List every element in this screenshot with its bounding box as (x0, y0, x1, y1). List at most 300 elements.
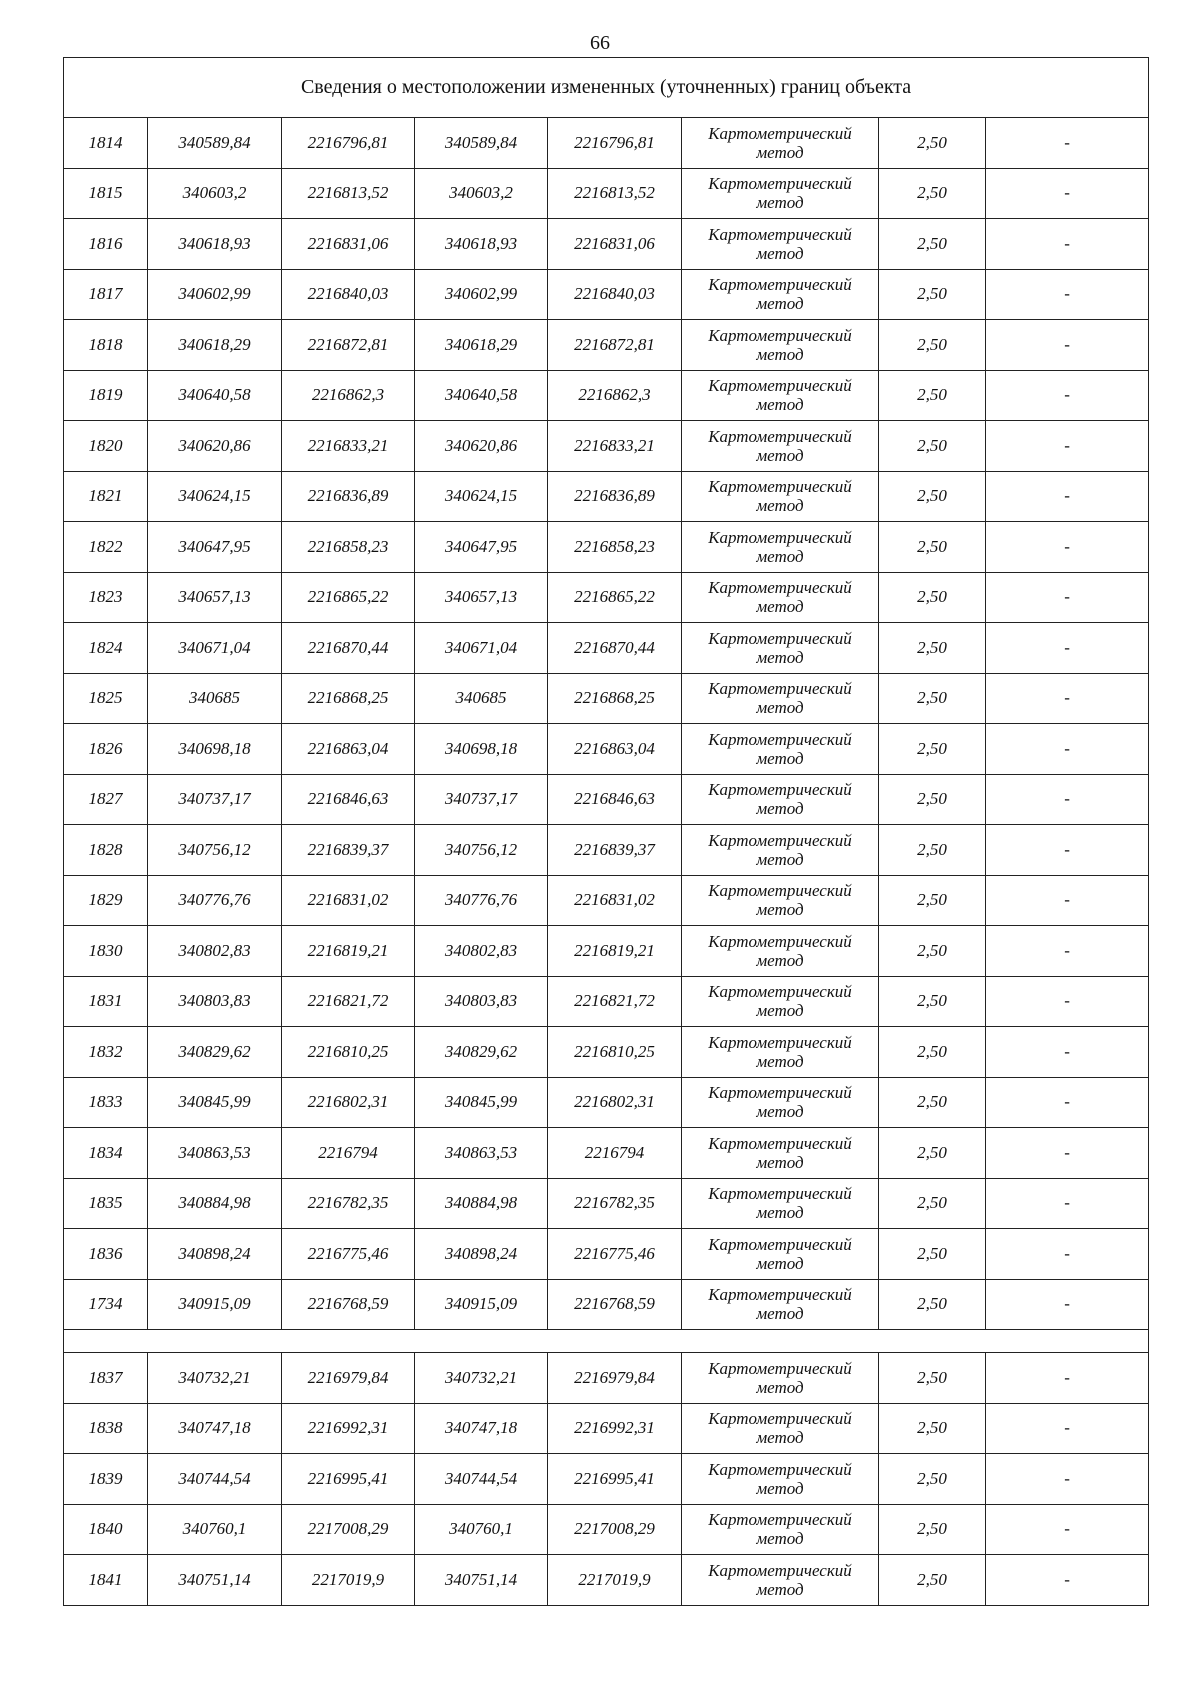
existing-y-cell: 2216802,31 (282, 1077, 415, 1128)
method-line: Картометрический (708, 1083, 852, 1103)
accuracy-cell: 2,50 (879, 1027, 986, 1078)
refined-x-cell: 340657,13 (415, 572, 548, 623)
refined-y-cell: 2216831,02 (548, 875, 682, 926)
note-cell: - (986, 976, 1149, 1027)
refined-x-cell: 340647,95 (415, 522, 548, 573)
table-row (64, 623, 1149, 674)
refined-x-cell: 340698,18 (415, 724, 548, 775)
accuracy-cell: 2,50 (879, 1178, 986, 1229)
point-number-cell: 1821 (64, 471, 148, 522)
existing-y-cell: 2216831,02 (282, 875, 415, 926)
existing-y-cell: 2216821,72 (282, 976, 415, 1027)
method-line: Картометрический (708, 628, 852, 648)
table-row (64, 1128, 1149, 1179)
existing-y-cell: 2216992,31 (282, 1403, 415, 1454)
accuracy-cell: 2,50 (879, 1454, 986, 1505)
method-line: метод (756, 243, 804, 263)
method-line: Картометрический (708, 224, 852, 244)
point-number-cell: 1830 (64, 926, 148, 977)
method-line: метод (756, 1428, 804, 1448)
existing-y-cell: 2216794 (282, 1128, 415, 1179)
note-cell: - (986, 926, 1149, 977)
accuracy-cell: 2,50 (879, 1229, 986, 1280)
method-line: Картометрический (708, 123, 852, 143)
method-line: Картометрический (708, 780, 852, 800)
refined-x-cell: 340884,98 (415, 1178, 548, 1229)
existing-y-cell: 2216819,21 (282, 926, 415, 977)
method-line: метод (756, 1377, 804, 1397)
method-cell (682, 673, 879, 724)
existing-x-cell: 340647,95 (148, 522, 282, 573)
refined-x-cell: 340776,76 (415, 875, 548, 926)
method-line: метод (756, 1529, 804, 1549)
refined-x-cell: 340624,15 (415, 471, 548, 522)
refined-y-cell: 2216819,21 (548, 926, 682, 977)
method-cell (682, 724, 879, 775)
point-number-cell: 1825 (64, 673, 148, 724)
point-number-cell: 1841 (64, 1555, 148, 1606)
accuracy-cell: 2,50 (879, 471, 986, 522)
method-line: метод (756, 1253, 804, 1273)
method-cell (682, 471, 879, 522)
method-cell (682, 926, 879, 977)
point-number-cell: 1837 (64, 1353, 148, 1404)
method-cell (682, 370, 879, 421)
method-line: метод (756, 748, 804, 768)
refined-x-cell: 340685 (415, 673, 548, 724)
table-row (64, 572, 1149, 623)
method-cell (682, 1403, 879, 1454)
refined-y-cell: 2216870,44 (548, 623, 682, 674)
method-line: Картометрический (708, 830, 852, 850)
table-row (64, 118, 1149, 169)
point-number-cell: 1818 (64, 320, 148, 371)
table-row (64, 168, 1149, 219)
note-cell: - (986, 1403, 1149, 1454)
existing-y-cell: 2216796,81 (282, 118, 415, 169)
table-row (64, 1555, 1149, 1606)
method-line: метод (756, 799, 804, 819)
refined-x-cell: 340589,84 (415, 118, 548, 169)
existing-x-cell: 340618,29 (148, 320, 282, 371)
method-line: Картометрический (708, 1184, 852, 1204)
note-cell: - (986, 1353, 1149, 1404)
method-line: метод (756, 698, 804, 718)
method-line: Картометрический (708, 1560, 852, 1580)
method-cell (682, 219, 879, 270)
accuracy-cell: 2,50 (879, 1128, 986, 1179)
method-cell (682, 976, 879, 1027)
method-cell (682, 572, 879, 623)
accuracy-cell: 2,50 (879, 320, 986, 371)
method-line: Картометрический (708, 477, 852, 497)
existing-x-cell: 340751,14 (148, 1555, 282, 1606)
table-row (64, 724, 1149, 775)
point-number-cell: 1834 (64, 1128, 148, 1179)
point-number-cell: 1815 (64, 168, 148, 219)
refined-x-cell: 340760,1 (415, 1504, 548, 1555)
method-line: метод (756, 1102, 804, 1122)
method-line: Картометрический (708, 1510, 852, 1530)
existing-y-cell: 2216979,84 (282, 1353, 415, 1404)
refined-y-cell: 2216992,31 (548, 1403, 682, 1454)
point-number-cell: 1835 (64, 1178, 148, 1229)
table-row (64, 522, 1149, 573)
existing-y-cell: 2216810,25 (282, 1027, 415, 1078)
refined-y-cell: 2216846,63 (548, 774, 682, 825)
note-cell: - (986, 168, 1149, 219)
method-line: метод (756, 1203, 804, 1223)
method-cell (682, 522, 879, 573)
accuracy-cell: 2,50 (879, 370, 986, 421)
refined-y-cell: 2217008,29 (548, 1504, 682, 1555)
method-cell (682, 1229, 879, 1280)
point-number-cell: 1822 (64, 522, 148, 573)
section-separator-cell (64, 1330, 1149, 1353)
note-cell: - (986, 572, 1149, 623)
page-number: 66 (590, 32, 610, 54)
point-number-cell: 1840 (64, 1504, 148, 1555)
accuracy-cell: 2,50 (879, 774, 986, 825)
existing-x-cell: 340863,53 (148, 1128, 282, 1179)
refined-y-cell: 2216810,25 (548, 1027, 682, 1078)
method-cell (682, 875, 879, 926)
existing-y-cell: 2217008,29 (282, 1504, 415, 1555)
point-number-cell: 1824 (64, 623, 148, 674)
refined-x-cell: 340751,14 (415, 1555, 548, 1606)
method-line: Картометрический (708, 679, 852, 699)
note-cell: - (986, 522, 1149, 573)
refined-x-cell: 340620,86 (415, 421, 548, 472)
refined-x-cell: 340671,04 (415, 623, 548, 674)
refined-x-cell: 340744,54 (415, 1454, 548, 1505)
accuracy-cell: 2,50 (879, 1403, 986, 1454)
table-row (64, 926, 1149, 977)
note-cell: - (986, 421, 1149, 472)
note-cell: - (986, 1555, 1149, 1606)
table-row (64, 1454, 1149, 1505)
note-cell: - (986, 1178, 1149, 1229)
existing-x-cell: 340640,58 (148, 370, 282, 421)
method-line: Картометрический (708, 931, 852, 951)
method-line: метод (756, 142, 804, 162)
table-row (64, 1027, 1149, 1078)
existing-y-cell: 2216862,3 (282, 370, 415, 421)
table-row (64, 1353, 1149, 1404)
existing-x-cell: 340685 (148, 673, 282, 724)
accuracy-cell: 2,50 (879, 875, 986, 926)
existing-y-cell: 2216775,46 (282, 1229, 415, 1280)
point-number-cell: 1816 (64, 219, 148, 270)
method-cell (682, 269, 879, 320)
method-line: Картометрический (708, 275, 852, 295)
method-line: Картометрический (708, 174, 852, 194)
point-number-cell: 1814 (64, 118, 148, 169)
refined-x-cell: 340802,83 (415, 926, 548, 977)
refined-y-cell: 2216862,3 (548, 370, 682, 421)
existing-x-cell: 340915,09 (148, 1279, 282, 1330)
point-number-cell: 1829 (64, 875, 148, 926)
note-cell: - (986, 724, 1149, 775)
point-number-cell: 1823 (64, 572, 148, 623)
method-line: метод (756, 597, 804, 617)
table-row (64, 673, 1149, 724)
refined-x-cell: 340747,18 (415, 1403, 548, 1454)
point-number-cell: 1817 (64, 269, 148, 320)
existing-x-cell: 340618,93 (148, 219, 282, 270)
accuracy-cell: 2,50 (879, 976, 986, 1027)
refined-x-cell: 340618,29 (415, 320, 548, 371)
refined-x-cell: 340898,24 (415, 1229, 548, 1280)
refined-y-cell: 2216796,81 (548, 118, 682, 169)
refined-x-cell: 340618,93 (415, 219, 548, 270)
existing-y-cell: 2216846,63 (282, 774, 415, 825)
table-row (64, 1403, 1149, 1454)
refined-y-cell: 2216995,41 (548, 1454, 682, 1505)
method-line: Картометрический (708, 1234, 852, 1254)
method-line: метод (756, 496, 804, 516)
note-cell: - (986, 774, 1149, 825)
table-title-row (64, 58, 1149, 118)
method-cell (682, 118, 879, 169)
method-line: Картометрический (708, 578, 852, 598)
method-line: Картометрический (708, 1285, 852, 1305)
note-cell: - (986, 1077, 1149, 1128)
existing-x-cell: 340803,83 (148, 976, 282, 1027)
table-title: Сведения о местоположении измененных (уточненных) границ объекта (64, 58, 1149, 118)
method-line: Картометрический (708, 527, 852, 547)
method-cell (682, 1504, 879, 1555)
table-row (64, 219, 1149, 270)
accuracy-cell: 2,50 (879, 623, 986, 674)
point-number-cell: 1831 (64, 976, 148, 1027)
method-cell (682, 1178, 879, 1229)
point-number-cell: 1828 (64, 825, 148, 876)
refined-y-cell: 2216833,21 (548, 421, 682, 472)
accuracy-cell: 2,50 (879, 1279, 986, 1330)
accuracy-cell: 2,50 (879, 421, 986, 472)
refined-x-cell: 340603,2 (415, 168, 548, 219)
existing-y-cell: 2216768,59 (282, 1279, 415, 1330)
refined-y-cell: 2216802,31 (548, 1077, 682, 1128)
method-line: Картометрический (708, 881, 852, 901)
existing-y-cell: 2216868,25 (282, 673, 415, 724)
refined-y-cell: 2216813,52 (548, 168, 682, 219)
note-cell: - (986, 623, 1149, 674)
accuracy-cell: 2,50 (879, 1555, 986, 1606)
point-number-cell: 1832 (64, 1027, 148, 1078)
method-line: метод (756, 1152, 804, 1172)
method-line: Картометрический (708, 376, 852, 396)
note-cell: - (986, 320, 1149, 371)
existing-x-cell: 340602,99 (148, 269, 282, 320)
method-line: Картометрический (708, 982, 852, 1002)
refined-x-cell: 340829,62 (415, 1027, 548, 1078)
accuracy-cell: 2,50 (879, 269, 986, 320)
point-number-cell: 1838 (64, 1403, 148, 1454)
refined-y-cell: 2216863,04 (548, 724, 682, 775)
method-cell (682, 1128, 879, 1179)
table-body (64, 118, 1149, 1606)
accuracy-cell: 2,50 (879, 572, 986, 623)
method-line: метод (756, 445, 804, 465)
method-cell (682, 623, 879, 674)
refined-x-cell: 340845,99 (415, 1077, 548, 1128)
existing-x-cell: 340603,2 (148, 168, 282, 219)
method-cell (682, 825, 879, 876)
method-line: Картометрический (708, 1358, 852, 1378)
note-cell: - (986, 1279, 1149, 1330)
method-line: метод (756, 1304, 804, 1324)
note-cell: - (986, 1504, 1149, 1555)
table-row (64, 976, 1149, 1027)
accuracy-cell: 2,50 (879, 522, 986, 573)
refined-x-cell: 340737,17 (415, 774, 548, 825)
accuracy-cell: 2,50 (879, 1077, 986, 1128)
method-line: Картометрический (708, 729, 852, 749)
method-line: Картометрический (708, 426, 852, 446)
table-row (64, 774, 1149, 825)
existing-x-cell: 340744,54 (148, 1454, 282, 1505)
refined-y-cell: 2216831,06 (548, 219, 682, 270)
method-line: Картометрический (708, 325, 852, 345)
point-number-cell: 1734 (64, 1279, 148, 1330)
method-line: метод (756, 900, 804, 920)
existing-x-cell: 340620,86 (148, 421, 282, 472)
refined-x-cell: 340640,58 (415, 370, 548, 421)
table-row (64, 1279, 1149, 1330)
existing-x-cell: 340802,83 (148, 926, 282, 977)
refined-y-cell: 2216839,37 (548, 825, 682, 876)
accuracy-cell: 2,50 (879, 118, 986, 169)
method-cell (682, 168, 879, 219)
point-number-cell: 1833 (64, 1077, 148, 1128)
note-cell: - (986, 118, 1149, 169)
existing-x-cell: 340829,62 (148, 1027, 282, 1078)
method-line: Картометрический (708, 1133, 852, 1153)
accuracy-cell: 2,50 (879, 219, 986, 270)
method-line: метод (756, 193, 804, 213)
existing-y-cell: 2216782,35 (282, 1178, 415, 1229)
method-line: метод (756, 294, 804, 314)
existing-y-cell: 2216872,81 (282, 320, 415, 371)
table-row (64, 471, 1149, 522)
method-line: метод (756, 647, 804, 667)
table-row (64, 1229, 1149, 1280)
accuracy-cell: 2,50 (879, 1504, 986, 1555)
existing-x-cell: 340747,18 (148, 1403, 282, 1454)
refined-x-cell: 340756,12 (415, 825, 548, 876)
table-row (64, 370, 1149, 421)
refined-y-cell: 2216768,59 (548, 1279, 682, 1330)
method-cell (682, 1077, 879, 1128)
method-cell (682, 1353, 879, 1404)
table-row (64, 269, 1149, 320)
existing-x-cell: 340776,76 (148, 875, 282, 926)
refined-x-cell: 340732,21 (415, 1353, 548, 1404)
accuracy-cell: 2,50 (879, 673, 986, 724)
existing-y-cell: 2216870,44 (282, 623, 415, 674)
method-line: Картометрический (708, 1409, 852, 1429)
boundary-coordinates-table (63, 57, 1149, 1606)
note-cell: - (986, 1128, 1149, 1179)
existing-x-cell: 340732,21 (148, 1353, 282, 1404)
refined-x-cell: 340863,53 (415, 1128, 548, 1179)
method-line: метод (756, 1051, 804, 1071)
existing-y-cell: 2217019,9 (282, 1555, 415, 1606)
section-separator-row (64, 1330, 1149, 1353)
table-row (64, 1178, 1149, 1229)
table-row (64, 875, 1149, 926)
note-cell: - (986, 673, 1149, 724)
existing-x-cell: 340624,15 (148, 471, 282, 522)
method-cell (682, 774, 879, 825)
refined-y-cell: 2216868,25 (548, 673, 682, 724)
existing-y-cell: 2216865,22 (282, 572, 415, 623)
refined-y-cell: 2216836,89 (548, 471, 682, 522)
refined-y-cell: 2216872,81 (548, 320, 682, 371)
accuracy-cell: 2,50 (879, 825, 986, 876)
note-cell: - (986, 219, 1149, 270)
accuracy-cell: 2,50 (879, 926, 986, 977)
existing-y-cell: 2216813,52 (282, 168, 415, 219)
existing-y-cell: 2216863,04 (282, 724, 415, 775)
note-cell: - (986, 1027, 1149, 1078)
method-cell (682, 320, 879, 371)
point-number-cell: 1820 (64, 421, 148, 472)
note-cell: - (986, 825, 1149, 876)
method-line: метод (756, 1579, 804, 1599)
existing-x-cell: 340884,98 (148, 1178, 282, 1229)
method-line: метод (756, 1001, 804, 1021)
refined-x-cell: 340602,99 (415, 269, 548, 320)
accuracy-cell: 2,50 (879, 1353, 986, 1404)
accuracy-cell: 2,50 (879, 168, 986, 219)
method-cell (682, 421, 879, 472)
existing-y-cell: 2216831,06 (282, 219, 415, 270)
method-cell (682, 1454, 879, 1505)
refined-y-cell: 2216865,22 (548, 572, 682, 623)
existing-x-cell: 340698,18 (148, 724, 282, 775)
table-row (64, 1077, 1149, 1128)
existing-y-cell: 2216840,03 (282, 269, 415, 320)
existing-y-cell: 2216833,21 (282, 421, 415, 472)
refined-x-cell: 340915,09 (415, 1279, 548, 1330)
table-row (64, 320, 1149, 371)
method-cell (682, 1279, 879, 1330)
existing-x-cell: 340589,84 (148, 118, 282, 169)
method-line: Картометрический (708, 1032, 852, 1052)
existing-y-cell: 2216995,41 (282, 1454, 415, 1505)
existing-x-cell: 340657,13 (148, 572, 282, 623)
method-line: Картометрический (708, 1459, 852, 1479)
note-cell: - (986, 370, 1149, 421)
table-row (64, 1504, 1149, 1555)
method-line: метод (756, 546, 804, 566)
note-cell: - (986, 1454, 1149, 1505)
refined-x-cell: 340803,83 (415, 976, 548, 1027)
table-row (64, 421, 1149, 472)
point-number-cell: 1839 (64, 1454, 148, 1505)
method-cell (682, 1555, 879, 1606)
method-line: метод (756, 849, 804, 869)
method-line: метод (756, 950, 804, 970)
refined-y-cell: 2216821,72 (548, 976, 682, 1027)
refined-y-cell: 2216840,03 (548, 269, 682, 320)
point-number-cell: 1819 (64, 370, 148, 421)
refined-y-cell: 2217019,9 (548, 1555, 682, 1606)
note-cell: - (986, 269, 1149, 320)
